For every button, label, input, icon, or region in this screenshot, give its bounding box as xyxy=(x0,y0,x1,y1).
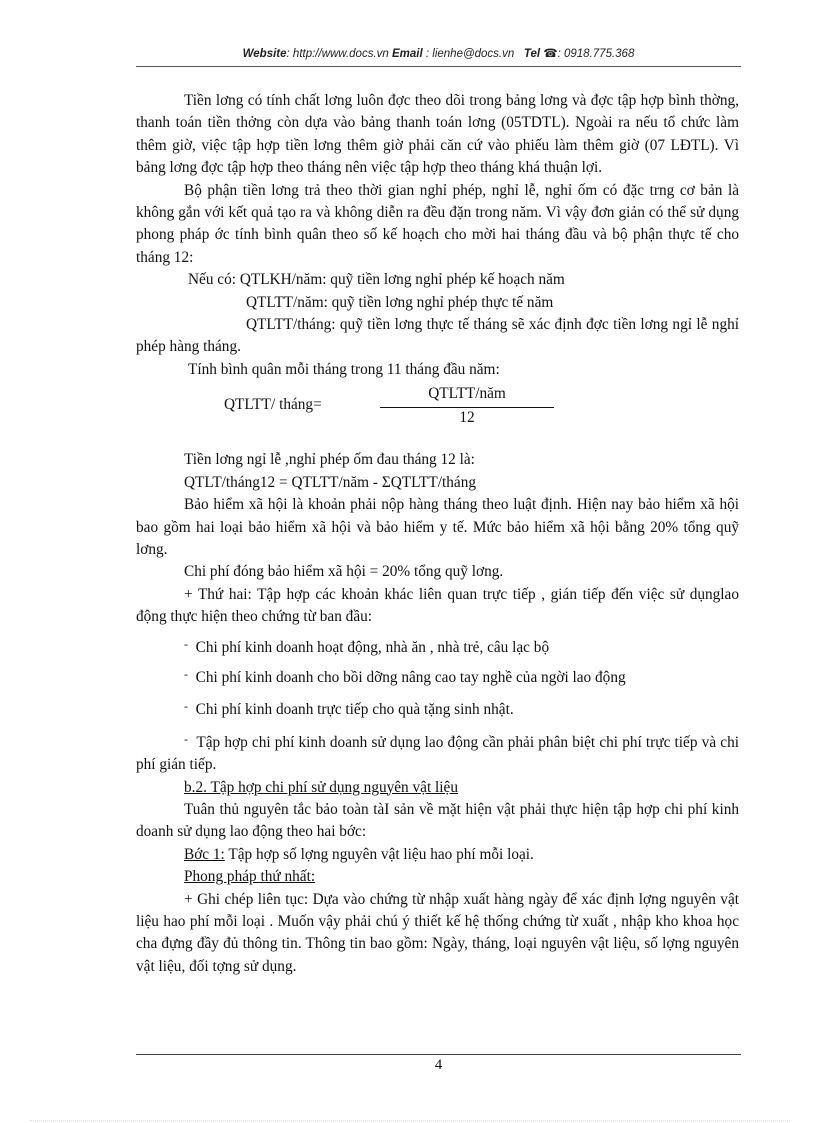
list-item-text: Tập hợp chi phí kinh doanh sử dụng lao động cần phải phân biệt chi phí trực tiếp và chi phí gián tiếp. xyxy=(136,733,739,774)
step-label: Bớc 1: xyxy=(184,845,225,863)
list-item xyxy=(136,633,739,659)
footer-rule xyxy=(136,1054,741,1055)
paragraph: QTLTT/tháng: quỹ tiền lơng thực tế tháng sẽ xác định đợc tiền lơng ngỉ lễ nghỉ phép hàng tháng. xyxy=(136,316,739,356)
paragraph: + Ghi chép liên tục: Dựa vào chứng từ nhập xuất hàng ngày để xác định lợng nguyên vật liệu hao phí mỗi loại . Muốn vậy phải chú ý thiết kế hệ thống chứng từ xuất , nhập kho khoa học cha đựng đầy đủ thông tin. Thông tin bao gồm: Ngày, tháng, loại nguyên vật liệu, số lợng nguyên vật liệu, đối tợng sử dụng. xyxy=(136,890,739,975)
paragraph: Tuân thủ nguyên tắc bảo toàn tàI sản về mặt hiện vật phải thực hiện tập hợp chi phí kinh doanh sử dụng lao động theo hai bớc: xyxy=(136,800,739,841)
formula-lhs: QTLTT/ tháng= xyxy=(224,396,322,414)
step-text: Tập hợp số lợng nguyên vật liệu hao phí mỗi loại. xyxy=(224,845,534,863)
bullet-dash: - xyxy=(184,666,188,681)
list-item xyxy=(136,728,739,777)
bullet-dash: - xyxy=(184,699,188,714)
bullet-dash: - xyxy=(184,731,188,746)
page-edge-divider xyxy=(30,1120,790,1121)
paragraph: Bộ phận tiền lơng trả theo thời gian nghỉ phép, nghỉ lễ, nghỉ ốm có đặc trng cơ bản là không gắn với kết quả tạo ra và không diễn ra đều đặn trong năm. Vì vậy đơn giản có thể sử dụng phong pháp ớc tính bình quân theo số kế hoạch cho mời hai tháng đầu và bộ phận thực tế cho tháng 12: xyxy=(136,181,739,266)
list-item-text: Chi phí kinh doanh trực tiếp cho quà tặng sinh nhật. xyxy=(195,701,514,719)
step-1 xyxy=(136,844,739,866)
paragraph: + Thứ hai: Tập hợp các khoản khác liên quan trực tiếp , gián tiếp đến việc sử dụnglao động thực hiện theo chứng từ ban đầu: xyxy=(136,585,739,626)
document-body xyxy=(136,90,739,978)
list-item-text: Chi phí kinh doanh cho bồi dỡng nâng cao tay nghề của ngời lao động xyxy=(195,668,626,686)
tel-value: : 0918.775.368 xyxy=(557,48,635,60)
paragraph: QTLTT/năm: quỹ tiền lơng nghỉ phép thực tế năm xyxy=(246,293,554,311)
method-heading: Phong pháp thứ nhất: xyxy=(184,868,316,886)
paragraph: Bảo hiểm xã hội là khoản phải nộp hàng tháng theo luật định. Hiện nay bảo hiểm xã hội bao gồm hai loại bảo hiểm xã hội và bảo hiểm y tế. Mức bảo hiểm xã hội bằng 20% tổng quỹ lơng. xyxy=(136,496,739,558)
formula-numerator: QTLTT/năm xyxy=(428,385,506,403)
formula-denominator: 12 xyxy=(459,409,475,427)
bullet-dash: - xyxy=(184,636,188,651)
email-value: : lienhe@docs.vn xyxy=(422,48,515,60)
paragraph: Chi phí đóng bảo hiểm xã hội = 20% tổng quỹ lơng. xyxy=(184,563,504,581)
email-label: Email xyxy=(392,48,423,60)
paragraph: Tính bình quân mỗi tháng trong 11 tháng đầu năm: xyxy=(188,360,500,378)
page-number: 4 xyxy=(434,1057,443,1073)
website-label: Website xyxy=(242,48,287,60)
paragraph: Tiền lơng ngỉ lễ ,nghỉ phép ốm đau tháng 12 là: xyxy=(184,451,475,469)
list-item-text: Chi phí kinh doanh hoạt động, nhà ăn , nhà trẻ, câu lạc bộ xyxy=(195,638,550,656)
tel-label: Tel xyxy=(523,48,541,60)
formula-december: QTLT/tháng12 = QTLTT/năm - ΣQTLTT/tháng xyxy=(184,473,476,491)
section-heading: b.2. Tập hợp chi phí sử dụng nguyên vật liệu xyxy=(184,778,458,796)
page-header xyxy=(136,46,741,60)
list-item xyxy=(136,663,739,689)
formula-monthly-average xyxy=(136,383,739,433)
paragraph: Nếu có: QTLKH/năm: quỹ tiền lơng nghỉ phép kế hoạch năm xyxy=(188,271,565,289)
header-rule xyxy=(136,66,741,67)
list-item xyxy=(136,695,739,721)
paragraph: Tiền lơng có tính chất lơng luôn đợc theo dõi trong bảng lơng và đợc tập hợp bình thờng, thanh toán tiền thởng còn dựa vào bảng thanh toán lơng (05TDTL). Ngoài ra nếu tổ chức làm thêm giờ, việc tập hợp tiền lơng thêm giờ phải căn cứ vào phiếu làm thêm giờ (07 LĐTL). Vì bảng lơng đợc tập hợp theo tháng nên việc tập hợp theo tháng khá thuận lợi. xyxy=(136,92,739,177)
telephone-icon: ☎ xyxy=(543,48,558,60)
website-value: : http://www.docs.vn xyxy=(286,48,389,60)
